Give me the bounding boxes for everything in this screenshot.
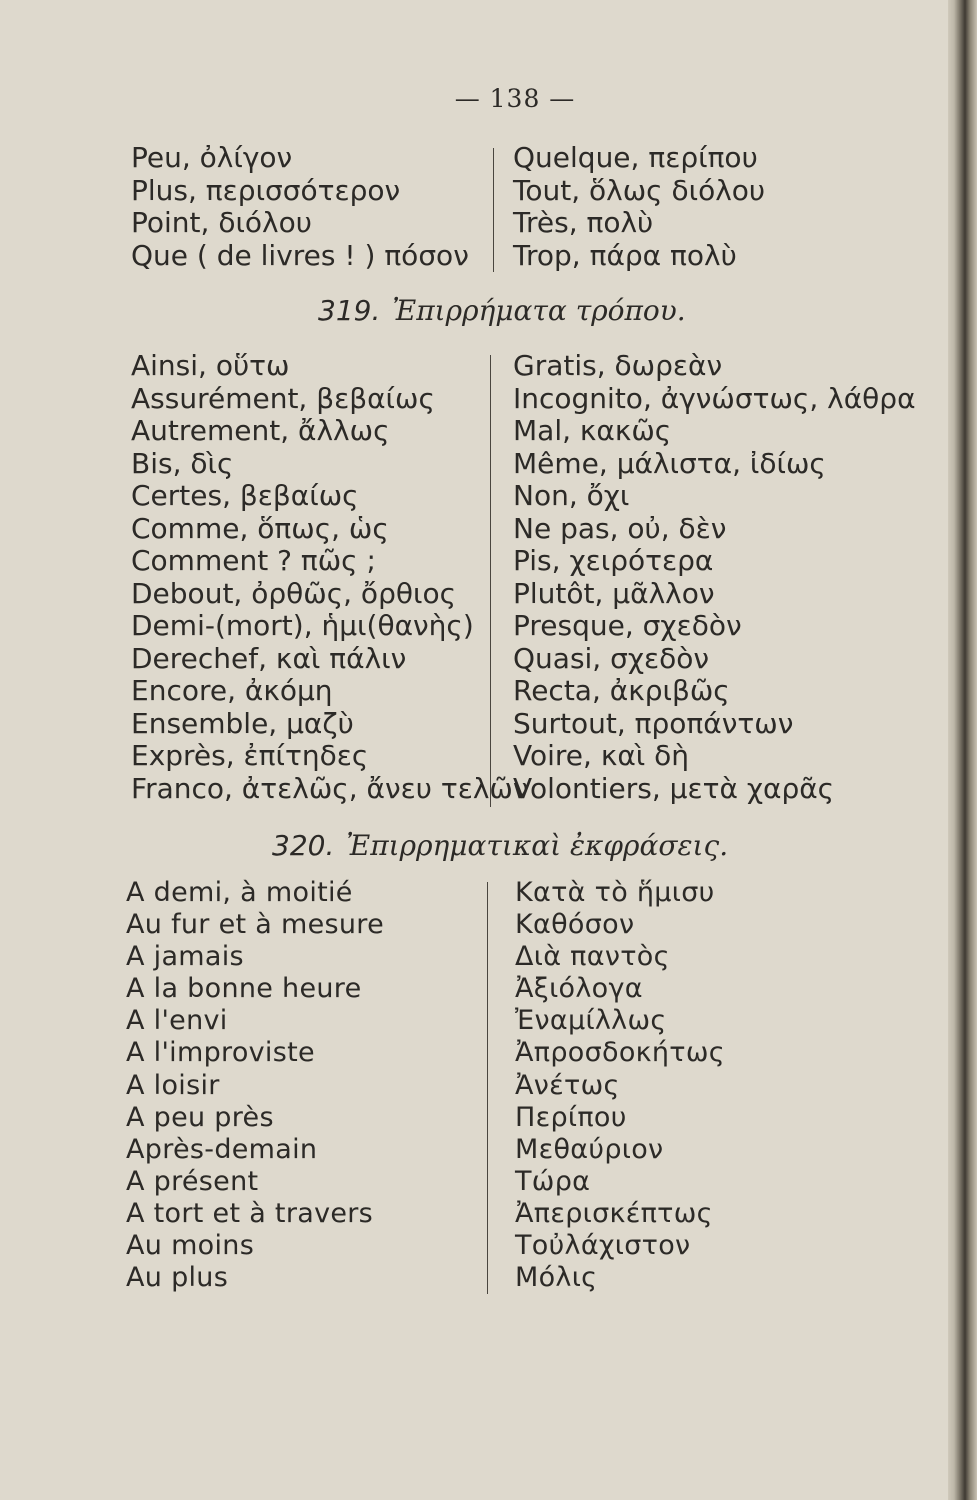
expression-entry: Τώρα [515,1165,591,1197]
section-319-heading [318,294,686,327]
adverb-entry: Comme, ὅπως, ὡς [131,511,389,545]
expression-entry: A loisir [126,1069,220,1101]
adverb-entry: Mal, κακῶς [513,414,672,447]
adverb-entry: Très, πολὺ [513,206,654,239]
section-320-right-column [515,877,725,1294]
page-number: — 138 — [454,84,576,113]
adverb-entry: Même, μάλιστα, ἰδίως [513,446,826,480]
adverb-entry: Voire, καὶ δὴ [513,739,690,772]
adverb-entry: Autrement, ἄλλως [131,414,390,447]
adverb-entry: Quasi, σχεδὸν [513,641,710,675]
page-edge [948,0,977,1500]
adverb-entry: Tout, ὅλως διόλου [513,173,766,207]
adverb-entry: Exprès, ἐπίτηδες [131,739,369,772]
expression-entry: Περίπου [515,1101,627,1133]
adverb-entry: Encore, ἀκόμη [131,674,333,707]
section-319-number: 319. [318,294,381,327]
adverb-entry: Plus, περισσότερον [131,173,401,207]
adverb-entry: Quelque, περίπου [513,141,758,174]
adverb-entry: Incognito, ἀγνώστως, λάθρα [513,381,916,415]
expression-entry: A présent [126,1165,259,1197]
expression-entry: Τοὐλάχιστον [515,1230,691,1262]
adverb-entry: Volontiers, μετὰ χαρᾶς [513,771,835,805]
expression-entry: A tort et à travers [126,1197,374,1229]
adverb-entry: Comment ? πῶς ; [131,544,376,577]
section-319-right-column [513,350,916,805]
adverb-entry: Ne pas, οὐ, δὲν [513,511,727,545]
expression-entry: Au fur et à mesure [126,909,384,941]
block1-left-column [131,142,469,272]
section-320-left-column [126,877,384,1294]
section-319-title: Ἐπιρρήματα τρόπου. [392,294,686,327]
expression-entry: Διὰ παντὸς [515,941,670,973]
adverb-entry: Surtout, προπάντων [513,706,794,740]
expression-entry: Καθόσον [515,909,635,941]
adverb-entry: Point, διόλου [131,206,312,239]
expression-entry: Ἀνέτως [515,1069,620,1101]
adverb-entry: Derechef, καὶ πάλιν [131,641,407,675]
section-320-heading [272,829,728,862]
column-divider [490,355,491,807]
adverb-entry: Franco, ἀτελῶς, ἄνευ τελῶν [131,771,529,805]
expression-entry: A peu près [126,1101,274,1133]
adverb-entry: Presque, σχεδὸν [513,609,742,642]
adverb-entry: Assurément, βεβαίως [131,381,435,415]
expression-entry: Μεθαύριον [515,1133,664,1165]
expression-entry: Ἐναμίλλως [515,1005,667,1037]
section-320-number: 320. [272,829,335,862]
adverb-entry: Plutôt, μᾶλλον [513,576,715,610]
expression-entry: Ἀξιόλογα [515,973,643,1005]
expression-entry: Ἀπερισκέπτως [515,1197,713,1229]
adverb-entry: Peu, ὀλίγον [131,141,293,174]
adverb-entry: Pis, χειρότερα [513,544,714,577]
block1-right-column [513,142,765,272]
expression-entry: A la bonne heure [126,973,362,1005]
expression-entry: Μόλις [515,1262,598,1294]
adverb-entry: Certes, βεβαίως [131,479,359,512]
adverb-entry: Gratis, δωρεὰν [513,349,723,382]
adverb-entry: Ensemble, μαζὺ [131,706,354,740]
expression-entry: A l'improviste [126,1037,315,1069]
column-divider [493,148,494,272]
expression-entry: Κατὰ τὸ ἥμισυ [515,877,715,908]
expression-entry: A l'envi [126,1005,228,1037]
adverb-entry: Bis, δὶς [131,446,234,480]
expression-entry: Ἀπροσδοκήτως [515,1037,725,1069]
adverb-entry: Debout, ὀρθῶς, ὄρθιος [131,576,457,610]
expression-entry: Au plus [126,1262,229,1294]
expression-entry: Après-demain [126,1133,318,1165]
adverb-entry: Trop, πάρα πολὺ [513,238,737,272]
section-320-title: Ἐπιρρηματικαὶ ἐκφράσεις. [346,829,729,862]
adverb-entry: Ainsi, οὕτω [131,349,290,382]
adverb-entry: Non, ὄχι [513,479,630,512]
column-divider [487,882,488,1294]
expression-entry: A demi, à moitié [126,877,353,908]
adverb-entry: Que ( de livres ! ) πόσον [131,238,469,272]
expression-entry: A jamais [126,941,244,973]
adverb-entry: Recta, ἀκριβῶς [513,674,730,707]
adverb-entry: Demi-(mort), ἡμι(θανὴς) [131,609,474,642]
section-319-left-column [131,350,529,805]
expression-entry: Au moins [126,1230,255,1262]
